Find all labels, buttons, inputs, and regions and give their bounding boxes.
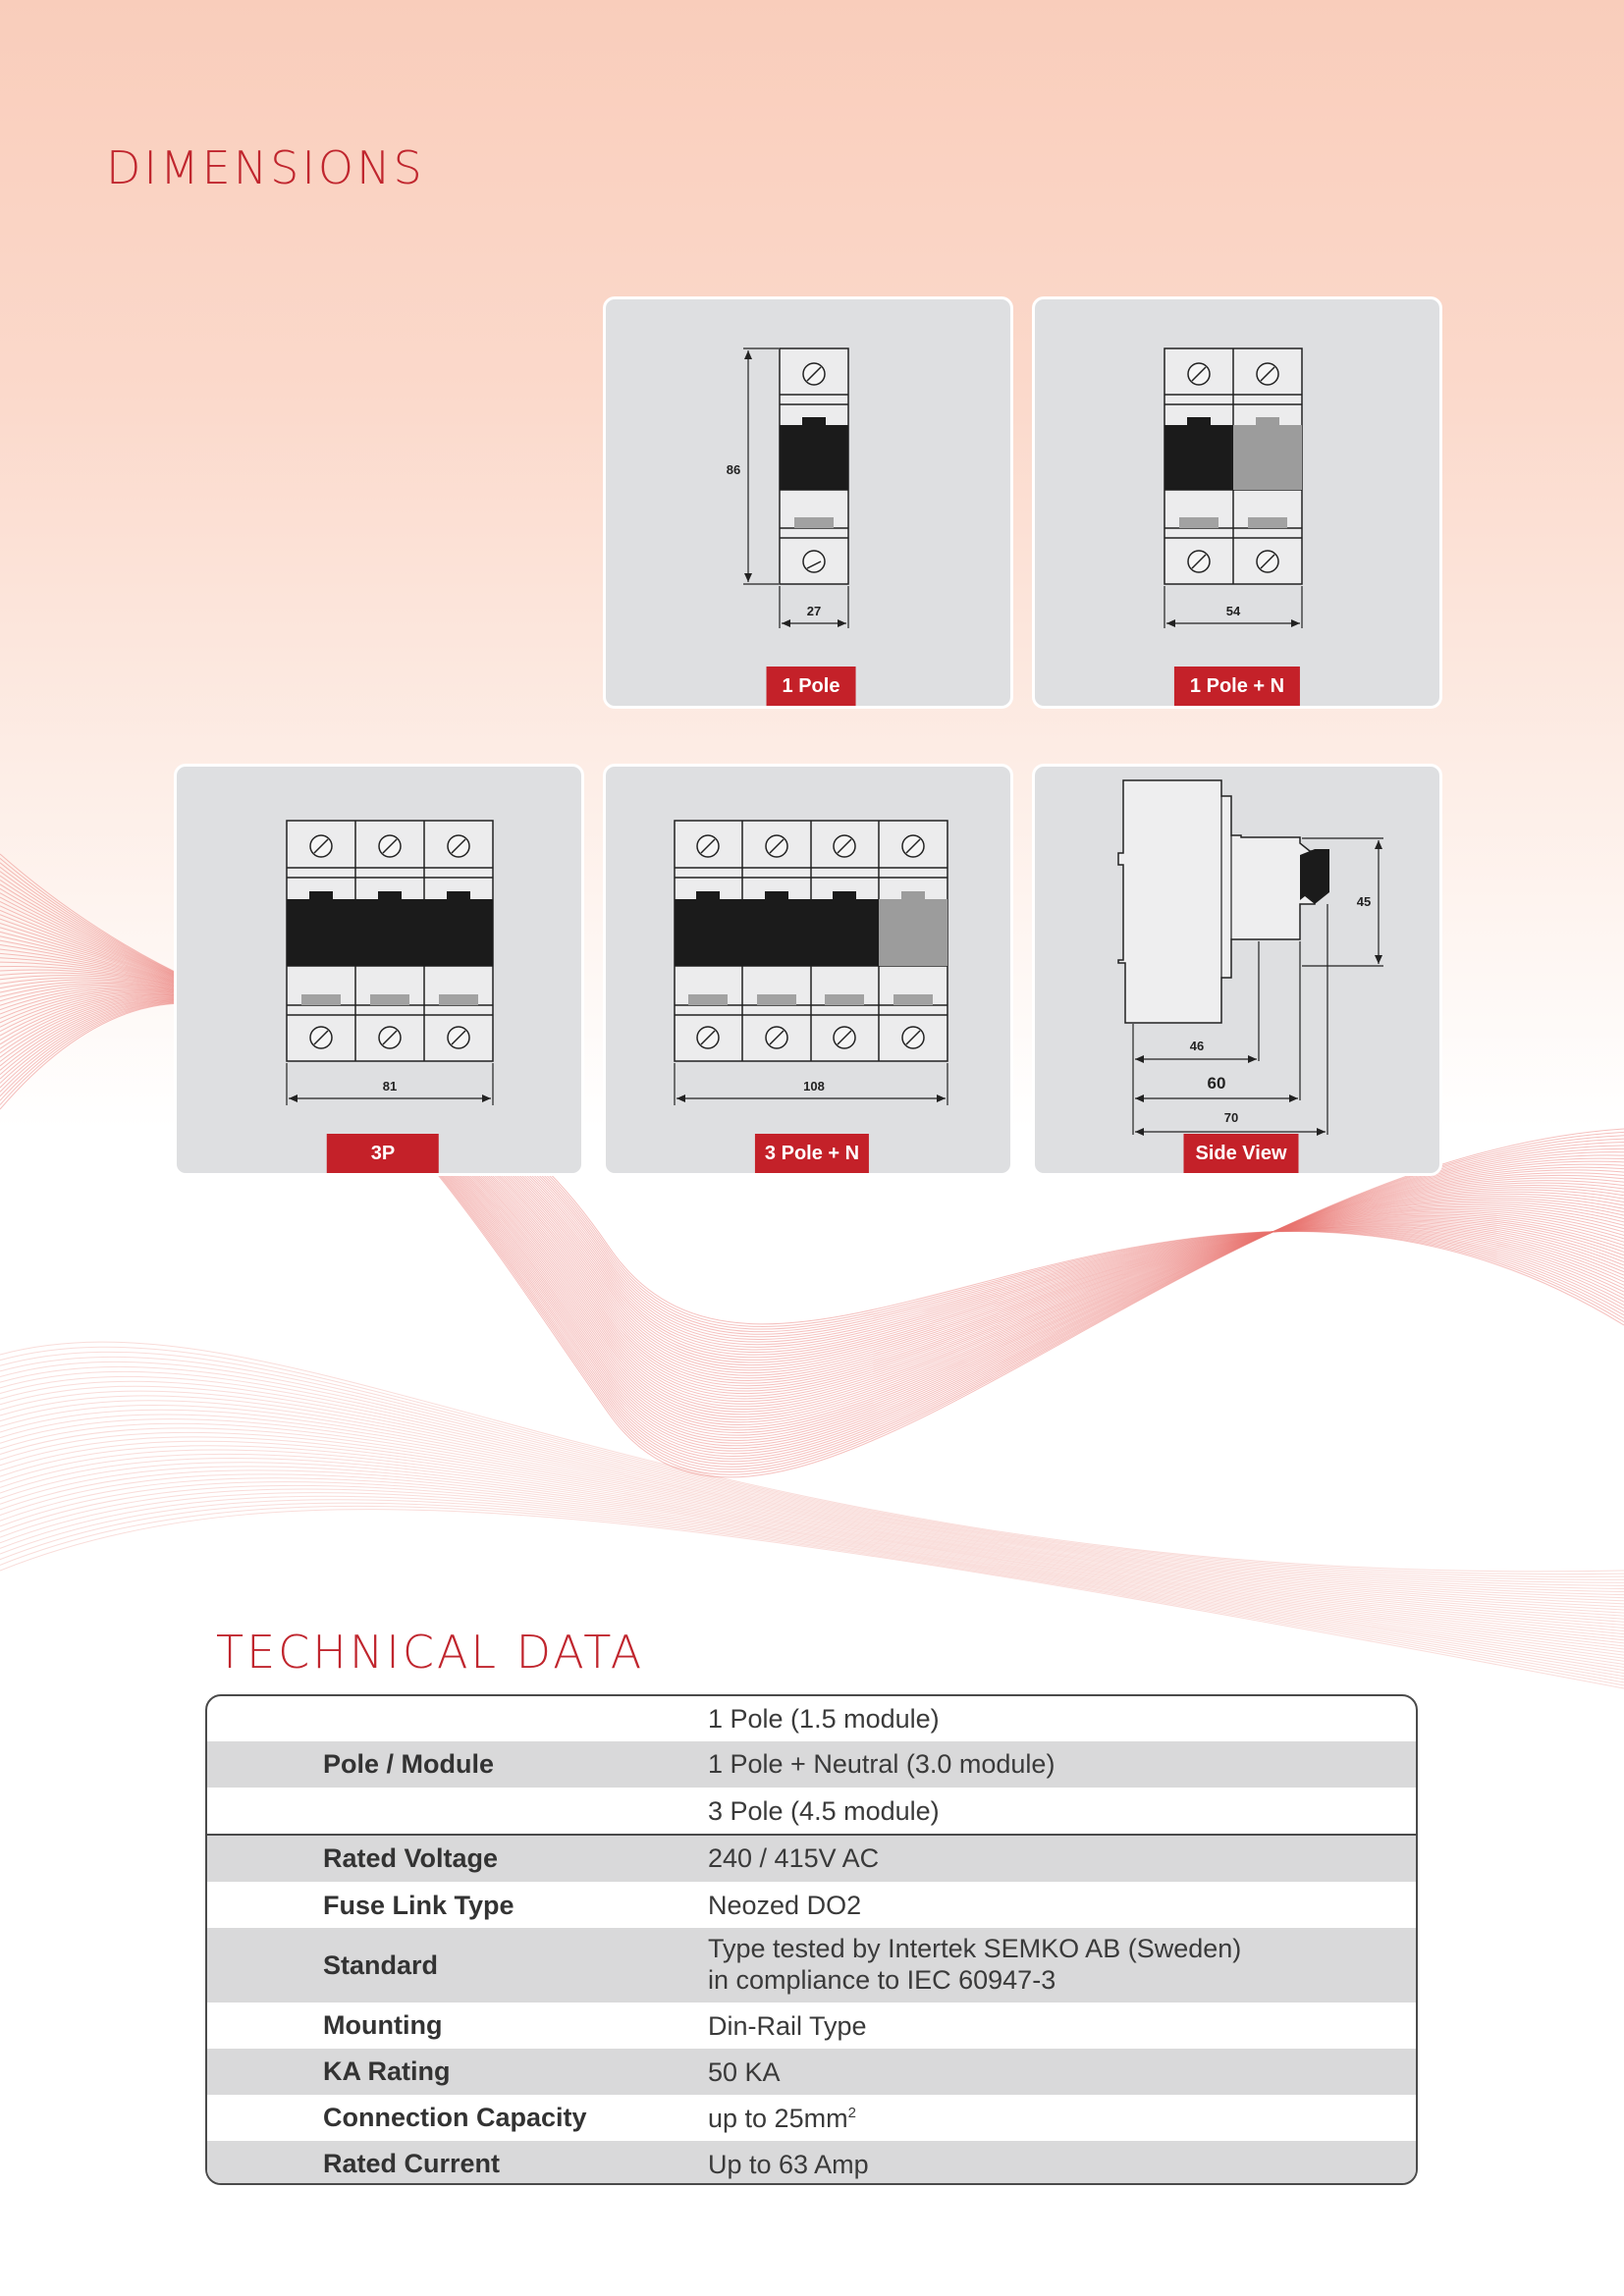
table-row	[207, 1788, 1418, 1834]
technical-data-table	[205, 1694, 1418, 2185]
three-pole-neutral-drawing	[606, 767, 1013, 1176]
panel-1-pole-n	[1032, 296, 1442, 709]
panel-1-pole	[603, 296, 1013, 709]
table-row	[207, 2002, 1418, 2049]
panel-label-3-pole-n: 3 Pole + N	[755, 1134, 869, 1173]
one-pole-neutral-drawing	[1035, 299, 1442, 709]
table-value: Type tested by Intertek SEMKO AB (Sweden)	[708, 1934, 1242, 1963]
table-value: Neozed DO2	[708, 1891, 862, 1920]
table-value: 3 Pole (4.5 module)	[708, 1796, 940, 1826]
capacity-text: up to 25mm	[708, 2104, 848, 2133]
table-value-line2: in compliance to IEC 60947-3	[708, 1965, 1056, 1995]
table-label: Rated Voltage	[323, 1843, 499, 1873]
dim-27: 27	[806, 604, 822, 618]
side-view-drawing	[1035, 767, 1442, 1176]
panel-label-side-view: Side View	[1183, 1134, 1298, 1173]
panel-3p	[174, 764, 584, 1176]
table-label: Standard	[323, 1950, 439, 1980]
table-value: 50 KA	[708, 2057, 781, 2087]
table-row	[207, 1836, 1418, 1882]
table-row	[207, 2049, 1418, 2095]
table-label: Rated Current	[323, 2149, 501, 2178]
table-label: Fuse Link Type	[323, 1891, 514, 1920]
table-value: 240 / 415V AC	[708, 1843, 880, 1873]
table-value: Up to 63 Amp	[708, 2150, 869, 2179]
table-row	[207, 2141, 1418, 2185]
three-pole-drawing	[177, 767, 584, 1176]
table-label: KA Rating	[323, 2056, 451, 2086]
table-label: Mounting	[323, 2010, 443, 2040]
single-pole-drawing	[606, 299, 1013, 709]
capacity-superscript: 2	[847, 2105, 856, 2121]
dim-86: 86	[726, 462, 741, 477]
table-row	[207, 1696, 1418, 1741]
panel-3-pole-n	[603, 764, 1013, 1176]
panel-label-1-pole-n: 1 Pole + N	[1174, 667, 1300, 706]
table-value: 1 Pole (1.5 module)	[708, 1704, 940, 1734]
panel-label-3p: 3P	[327, 1134, 439, 1173]
technical-data-heading: TECHNICAL DATA	[216, 1626, 645, 1679]
table-value: 1 Pole + Neutral (3.0 module)	[708, 1749, 1056, 1779]
dim-81: 81	[382, 1079, 398, 1094]
table-row	[207, 2095, 1418, 2141]
table-value	[708, 2104, 856, 2134]
table-value: Din-Rail Type	[708, 2011, 867, 2041]
dim-46: 46	[1189, 1039, 1205, 1053]
dim-60: 60	[1207, 1074, 1226, 1093]
dimensions-heading: DIMENSIONS	[106, 141, 425, 194]
panel-label-1-pole: 1 Pole	[767, 667, 856, 706]
table-row	[207, 1741, 1418, 1788]
panel-side-view	[1032, 764, 1442, 1176]
dim-54: 54	[1225, 604, 1241, 618]
dim-108: 108	[803, 1079, 825, 1094]
table-row	[207, 1882, 1418, 1928]
table-label: Pole / Module	[323, 1749, 495, 1779]
dim-70: 70	[1223, 1110, 1239, 1125]
dim-45: 45	[1356, 894, 1372, 909]
table-label: Connection Capacity	[323, 2103, 587, 2132]
table-row	[207, 1928, 1418, 2002]
